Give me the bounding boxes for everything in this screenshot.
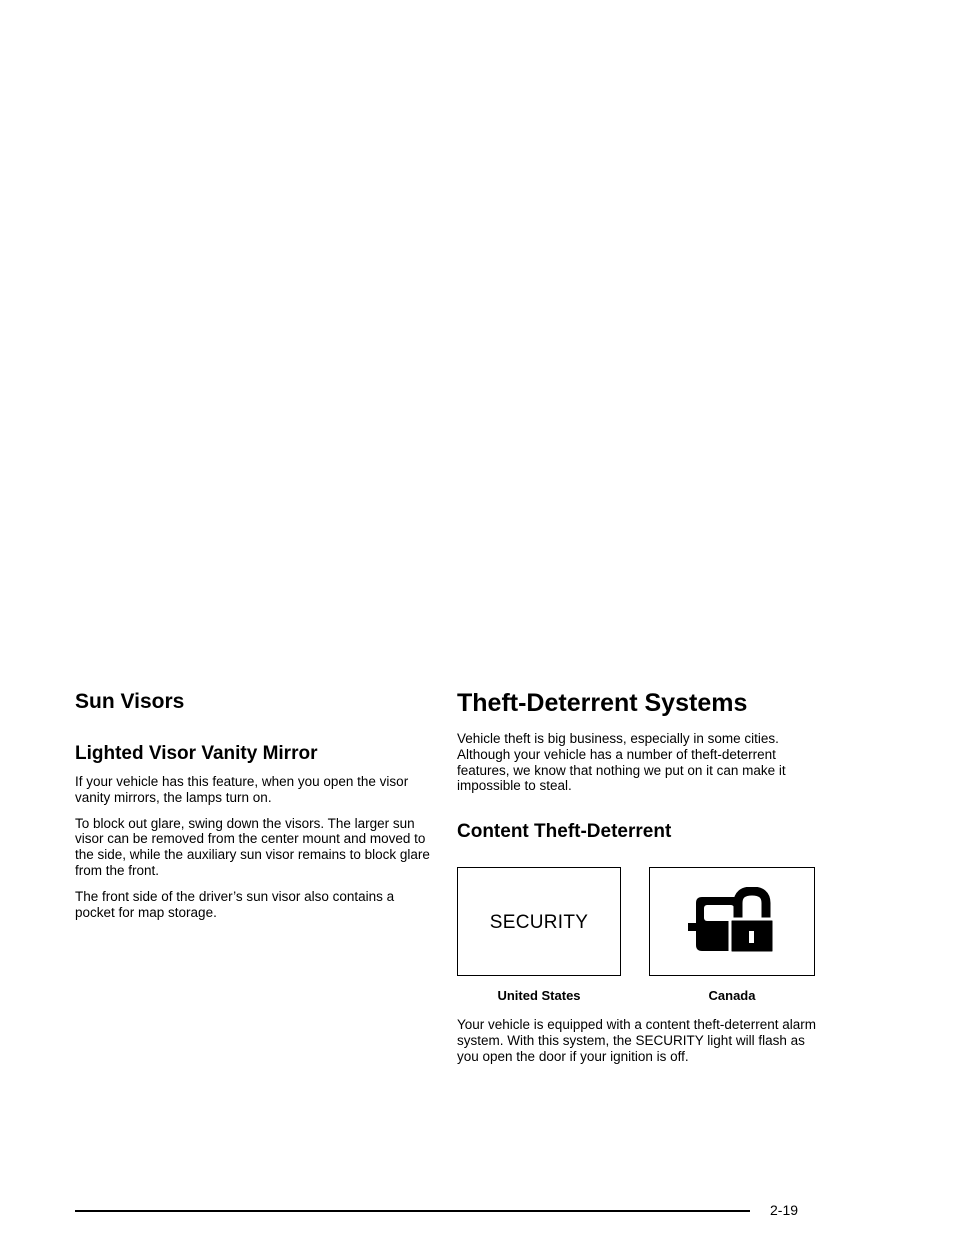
theft-intro-paragraph: Vehicle theft is big business, especially in some cities. Although your vehicle has a number of theft-deterrent features, we know that nothing we put on it can make it impossible to steal. — [457, 731, 786, 794]
canada-label: Canada — [708, 988, 756, 1003]
footer-rule — [75, 1210, 750, 1212]
security-text-symbol: SECURITY — [489, 912, 589, 933]
sun-visors-section — [75, 690, 435, 920]
alarm-system-paragraph: Your vehicle is equipped with a content theft-deterrent alarm system. With this system, the SECURITY light will flash as you open the door if your ignition is off. — [457, 1017, 816, 1064]
security-symbols — [457, 867, 817, 1007]
page-number: 2-19 — [770, 1202, 799, 1218]
glare-paragraph: To block out glare, swing down the visors. The larger sun visor can be removed from the center mount and moved to the side, while the auxiliary sun visor remains to block glare from the front. — [75, 815, 430, 878]
us-security-symbol — [457, 867, 621, 976]
theft-deterrent-section — [457, 690, 827, 844]
map-pocket-paragraph: The front side of the driver’s sun visor also contains a pocket for map storage. — [75, 888, 395, 920]
vehicle-lock-icon — [686, 887, 782, 955]
sun-visors-heading: Sun Visors — [75, 690, 185, 713]
content-theft-heading: Content Theft-Deterrent — [457, 821, 672, 843]
theft-deterrent-heading: Theft-Deterrent Systems — [457, 689, 748, 717]
canada-security-symbol — [649, 867, 815, 976]
theft-closing-block — [457, 1017, 827, 1064]
vanity-mirror-heading: Lighted Visor Vanity Mirror — [75, 743, 318, 764]
vanity-mirror-paragraph: If your vehicle has this feature, when you open the visor vanity mirrors, the lamps turn on. — [75, 774, 409, 805]
us-label: United States — [497, 988, 581, 1003]
